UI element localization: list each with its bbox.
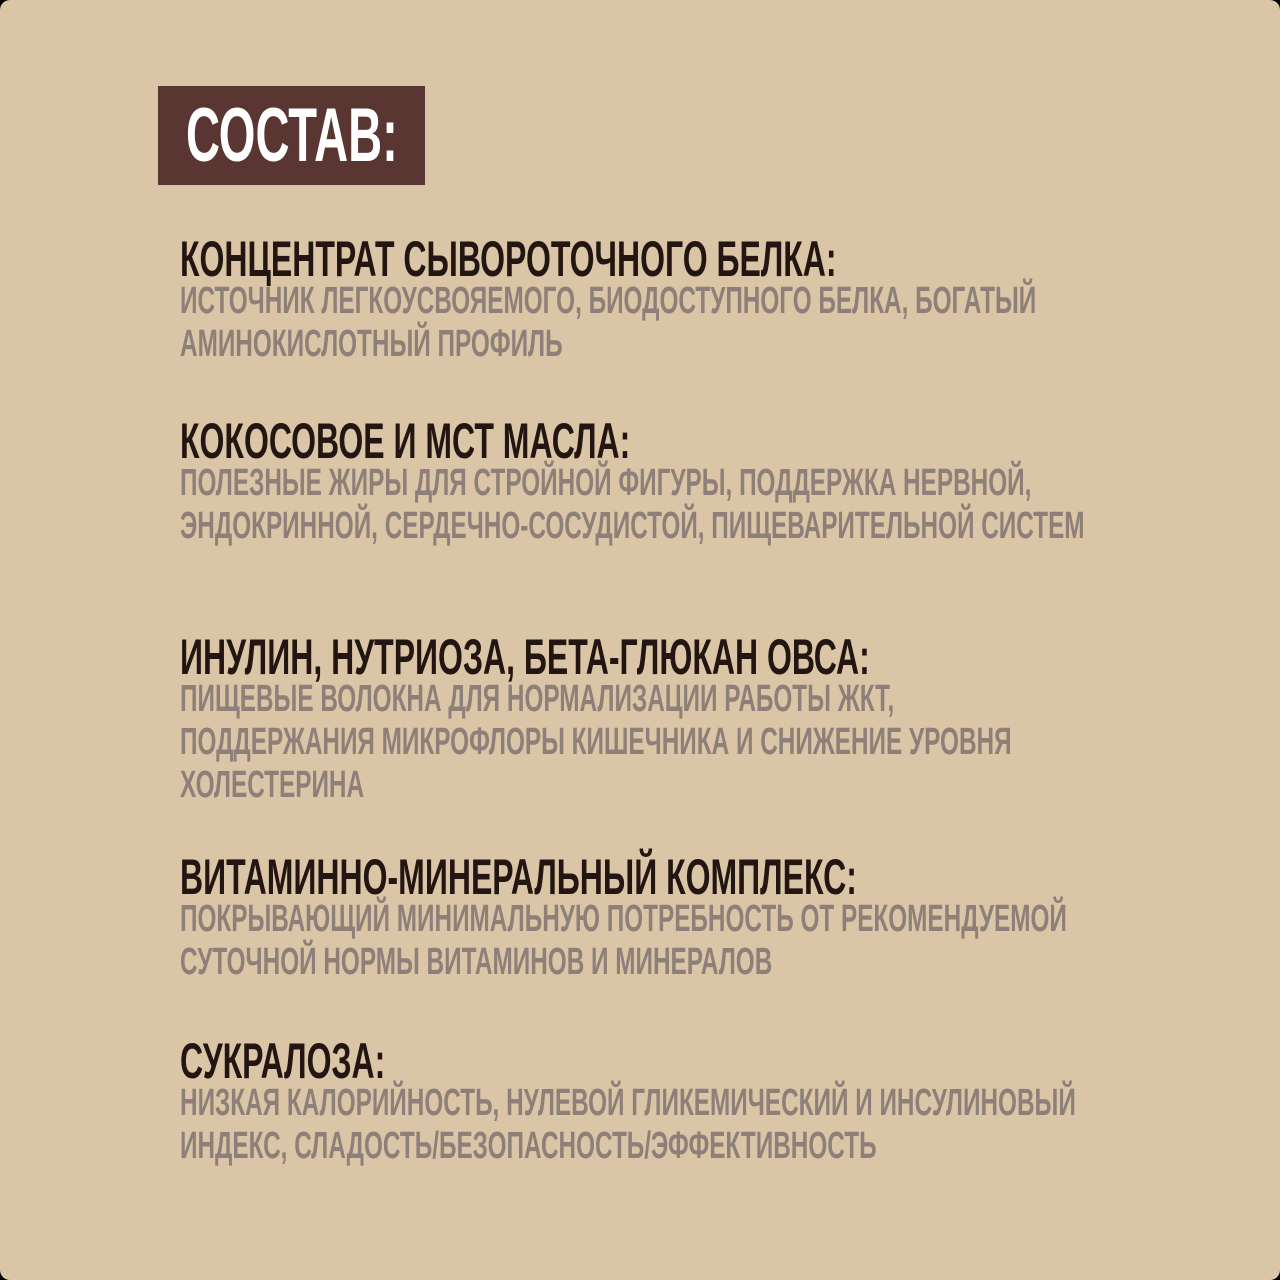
section-description-line: ПИЩЕВЫЕ ВОЛОКНА ДЛЯ НОРМАЛИЗАЦИИ РАБОТЫ ЖКТ, [180,678,895,720]
ingredient-section-whey-protein [180,231,1280,368]
section-description-line: ПОДДЕРЖАНИЯ МИКРОФЛОРЫ КИШЕЧНИКА И СНИЖЕНИЕ УРОВНЯ [180,721,1012,763]
section-heading: ИНУЛИН, НУТРИОЗА, БЕТА-ГЛЮКАН ОВСА: [180,629,870,685]
ingredient-section-sucralose [180,1033,1280,1170]
section-description-line: ПОЛЕЗНЫЕ ЖИРЫ ДЛЯ СТРОЙНОЙ ФИГУРЫ, ПОДДЕРЖКА НЕРВНОЙ, [180,462,1032,504]
section-description-line: ПОКРЫВАЮЩИЙ МИНИМАЛЬНУЮ ПОТРЕБНОСТЬ ОТ РЕКОМЕНДУЕМОЙ [180,898,1067,940]
ingredient-section-oils [180,413,1280,550]
section-description-line: ИСТОЧНИК ЛЕГКОУСВОЯЕМОГО, БИОДОСТУПНОГО БЕЛКА, БОГАТЫЙ [180,280,1037,322]
section-description-line: АМИНОКИСЛОТНЫЙ ПРОФИЛЬ [180,323,563,365]
section-heading: КОКОСОВОЕ И МСТ МАСЛА: [180,413,631,469]
section-description-line: ИНДЕКС, СЛАДОСТЬ/БЕЗОПАСНОСТЬ/ЭФФЕКТИВНОСТЬ [180,1125,877,1167]
page-title: СОСТАВ: [185,92,398,178]
section-description-line: ЭНДОКРИННОЙ, СЕРДЕЧНО-СОСУДИСТОЙ, ПИЩЕВАРИТЕЛЬНОЙ СИСТЕМ [180,505,1085,547]
section-description-line: ХОЛЕСТЕРИНА [180,764,365,806]
section-description-line: НИЗКАЯ КАЛОРИЙНОСТЬ, НУЛЕВОЙ ГЛИКЕМИЧЕСКИЙ И ИНСУЛИНОВЫЙ [180,1082,1076,1124]
ingredient-section-vitamins [180,849,1280,986]
section-heading: ВИТАМИННО-МИНЕРАЛЬНЫЙ КОМПЛЕКС: [180,849,857,905]
title-badge [158,86,425,185]
ingredient-section-fibers [180,629,1280,809]
section-description-line: СУТОЧНОЙ НОРМЫ ВИТАМИНОВ И МИНЕРАЛОВ [180,941,773,983]
section-heading: СУКРАЛОЗА: [180,1033,386,1089]
section-heading: КОНЦЕНТРАТ СЫВОРОТОЧНОГО БЕЛКА: [180,231,837,287]
